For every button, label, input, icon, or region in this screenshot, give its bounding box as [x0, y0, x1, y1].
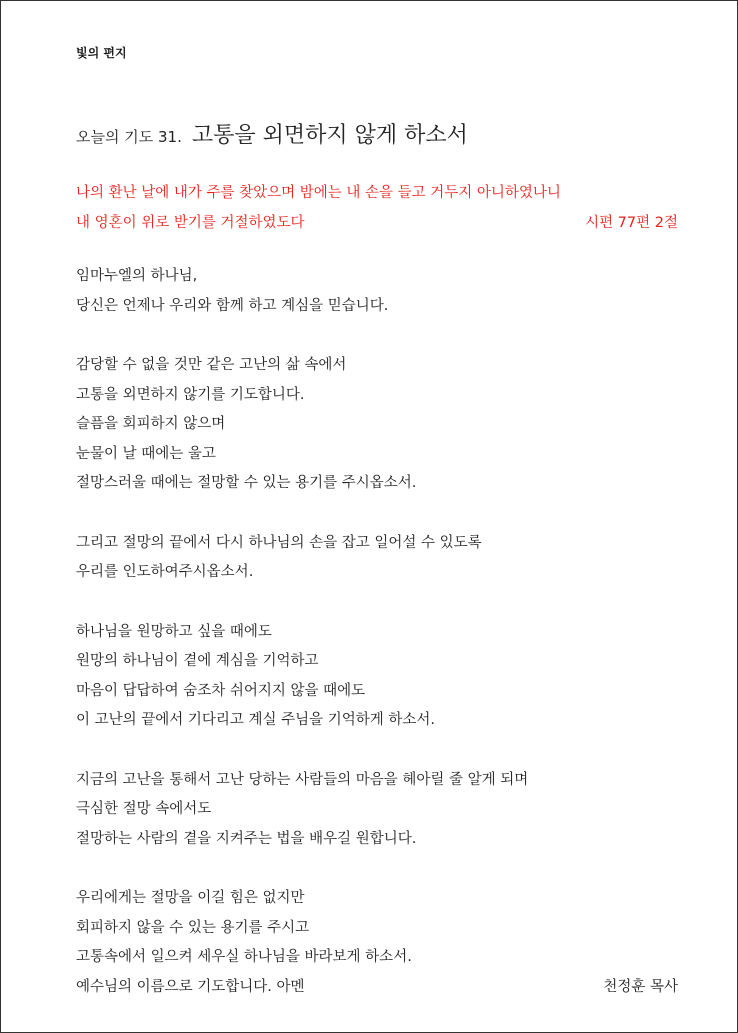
prayer-line: 절망하는 사람의 곁을 지켜주는 법을 배우길 원합니다. — [76, 830, 417, 847]
stanza — [76, 884, 678, 1002]
prayer-line: 고통속에서 일으켜 세우실 하나님을 바라보게 하소서. — [76, 949, 412, 965]
prayer-line: 그리고 절망의 끝에서 다시 하나님의 손을 잡고 일어설 수 있도록 — [76, 534, 482, 551]
prayer-line: 마음이 답답하여 숨조차 쉬어지지 않을 때에도 — [76, 682, 366, 699]
prayer-line: 우리를 인도하여주시옵소서. — [76, 564, 254, 580]
prayer-heading: 고통을 외면하지 않게 하소서 — [191, 123, 468, 148]
verse-line: 내 영혼이 위로 받기를 거절하였도다 — [76, 215, 305, 231]
prayer-number: 오늘의 기도 31. — [76, 128, 182, 146]
prayer-line: 고통을 외면하지 않기를 기도합니다. — [76, 386, 305, 403]
prayer-line: 지금의 고난을 통해서 고난 당하는 사람들의 마음을 헤아릴 줄 알게 되며 — [76, 771, 529, 788]
prayer-line: 임마누엘의 하나님, — [76, 268, 198, 284]
stanza — [76, 618, 678, 736]
stanza — [76, 529, 678, 588]
prayer-line: 이 고난의 끝에서 기다리고 계실 주님을 기억하게 하소서. — [76, 712, 436, 728]
stanza — [76, 766, 678, 855]
prayer-line: 회피하지 않을 수 있는 용기를 주시고 — [76, 919, 310, 936]
author-signature: 천정훈 목사 — [603, 978, 678, 995]
prayer-line: 눈물이 날 때에는 울고 — [76, 445, 216, 462]
verse-reference: 시편 77편 2절 — [585, 215, 678, 231]
scripture-verse — [76, 178, 678, 238]
prayer-line: 감당할 수 없을 것만 같은 고난의 삶 속에서 — [76, 357, 347, 373]
prayer-line: 원망의 하나님이 곁에 계심을 기억하고 — [76, 653, 319, 669]
prayer-line: 절망스러울 때에는 절망할 수 있는 용기를 주시옵소서. — [76, 475, 417, 491]
prayer-line: 슬픔을 회피하지 않으며 — [76, 416, 226, 432]
prayer-line: 극심한 절망 속에서도 — [76, 801, 212, 817]
prayer-line: 하나님을 원망하고 싶을 때에도 — [76, 623, 272, 640]
prayer-line: 당신은 언제나 우리와 함께 하고 계심을 믿습니다. — [76, 297, 389, 314]
prayer-body — [76, 262, 678, 1002]
brand-title: 빛의 편지 — [76, 46, 127, 60]
stanza — [76, 351, 678, 499]
prayer-title — [76, 118, 468, 149]
stanza — [76, 262, 678, 321]
prayer-line: 우리에게는 절망을 이길 힘은 없지만 — [76, 890, 305, 906]
prayer-line: 예수님의 이름으로 기도합니다. 아멘 — [76, 978, 305, 995]
verse-line: 나의 환난 날에 내가 주를 찾았으며 밤에는 내 손을 들고 거두지 아니하였나니 — [76, 185, 561, 201]
